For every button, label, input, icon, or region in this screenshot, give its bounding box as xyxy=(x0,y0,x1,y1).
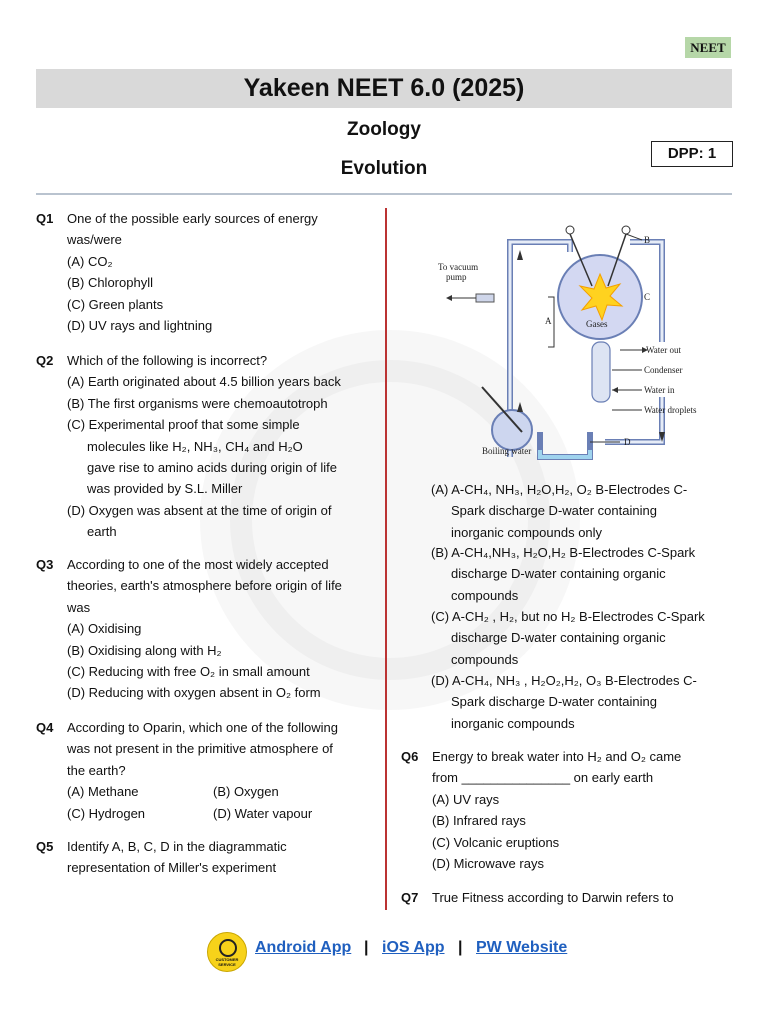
option: (C) Hydrogen xyxy=(67,806,146,821)
footer-separator: | xyxy=(364,939,369,956)
option: (B) Oxygen xyxy=(213,784,279,799)
option: (D) UV rays and lightning xyxy=(67,318,213,334)
option: (C) Reducing with free O₂ in small amount xyxy=(67,664,310,680)
question-number: Q3 xyxy=(36,557,54,572)
question-number: Q7 xyxy=(401,890,419,905)
option: (B) Chlorophyll xyxy=(67,275,153,291)
label-vacuum: To vacuum xyxy=(438,262,479,272)
question-q5: Identify A, B, C, D in the diagrammatic representation of Miller's experiment xyxy=(67,839,287,876)
label-pump: pump xyxy=(446,272,467,282)
q5-option-b: (B) A-CH₄,NH₃, H₂O,H₂ B-Electrodes C-Spark discharge D-water containing organic compounds xyxy=(431,545,696,603)
option: (A) Earth originated about 4.5 billion years back xyxy=(67,374,341,390)
label-gases: Gases xyxy=(586,319,608,329)
boiling-flask xyxy=(492,410,532,450)
customer-service-icon: CUSTOMER SERVICE xyxy=(207,932,247,972)
label-water-droplets: Water droplets xyxy=(644,405,697,415)
question-q2: Which of the following is incorrect? (A) Earth originated about 4.5 billion years back (B) The first organisms were chemoautotroph (C) Experimental proof that some simple molecules like H₂, NH₃, CH₄ and H₂O gave rise to amino acids during origin of life was provided by S.L. Miller (D) Oxygen was absent at the time of origin of earth xyxy=(67,350,377,543)
q5-option-a: (A) A-CH₄, NH₃, H₂O,H₂, O₂ B-Electrodes C- Spark discharge D-water containing inorganic compounds only xyxy=(431,482,688,540)
label-b: B xyxy=(644,235,651,245)
footer xyxy=(0,932,768,968)
option: (D) Oxygen was absent at the time of origin of xyxy=(67,502,332,518)
option: (C) Volcanic eruptions xyxy=(432,834,560,850)
option: (C) Experimental proof that some simple xyxy=(67,417,300,433)
question-q7: True Fitness according to Darwin refers to xyxy=(432,890,674,905)
option: (B) Oxidising along with H₂ xyxy=(67,642,222,658)
page-title: Yakeen NEET 6.0 (2025) xyxy=(36,69,732,108)
option: (D) Reducing with oxygen absent in O₂ form xyxy=(67,685,321,701)
footer-separator: | xyxy=(458,939,463,956)
option: (A) Oxidising xyxy=(67,621,142,637)
pw-website-link[interactable]: PW Website xyxy=(476,939,568,956)
q5-option-d: (D) A-CH₄, NH₃ , H₂O₂,H₂, O₃ B-Electrodes C- Spark discharge D-water containing inorganic compounds xyxy=(431,673,697,731)
ios-app-link[interactable]: iOS App xyxy=(382,939,445,956)
question-number: Q6 xyxy=(401,749,419,764)
label-d: D xyxy=(624,437,631,447)
option: (D) Water vapour xyxy=(213,806,313,821)
exam-badge: NEET xyxy=(685,37,731,58)
option: (B) Infrared rays xyxy=(432,813,526,829)
question-number: Q5 xyxy=(36,839,54,854)
option: (D) Microwave rays xyxy=(432,856,544,872)
question-number: Q4 xyxy=(36,720,54,735)
question-q3: According to one of the most widely accepted theories, earth's atmosphere before origin of life was (A) Oxidising (B) Oxidising along with H₂ (C) Reducing with free O₂ in small amount (D) Reducing with oxygen absent in O₂ form xyxy=(67,554,377,704)
question-number: Q2 xyxy=(36,353,54,368)
option: (A) CO₂ xyxy=(67,253,113,269)
header-divider xyxy=(36,193,732,195)
option: (A) UV rays xyxy=(432,791,500,807)
q5-option-c: (C) A-CH₂ , H₂, but no H₂ B-Electrodes C-Spark discharge D-water containing organic compounds xyxy=(431,609,705,667)
option: (A) Methane xyxy=(67,784,139,799)
label-water-out: Water out xyxy=(646,345,682,355)
question-number: Q1 xyxy=(36,211,54,226)
label-water-in: Water in xyxy=(644,385,675,395)
question-q6: Energy to break water into H₂ and O₂ came from _______________ on early earth (A) UV rays (B) Infrared rays (C) Volcanic eruptions (D) Microwave rays xyxy=(432,746,732,874)
option: (B) The first organisms were chemoautotroph xyxy=(67,395,328,411)
question-q1: One of the possible early sources of energy was/were (A) CO₂ (B) Chlorophyll (C) Green plants (D) UV rays and lightning xyxy=(67,208,367,336)
android-app-link[interactable]: Android App xyxy=(255,939,352,956)
label-a: A xyxy=(545,316,552,326)
label-c: C xyxy=(644,292,651,302)
question-q4: According to Oparin, which one of the following was not present in the primitive atmosphere of the earth? xyxy=(67,720,338,778)
chapter-heading: Evolution xyxy=(340,158,428,179)
option: (C) Green plants xyxy=(67,296,164,312)
subject-heading: Zoology xyxy=(347,119,421,140)
dpp-box: DPP: 1 xyxy=(651,141,733,167)
label-condenser: Condenser xyxy=(644,365,683,375)
miller-experiment-diagram xyxy=(430,212,730,467)
label-boiling-water: Boiling water xyxy=(482,446,532,456)
column-divider xyxy=(385,208,387,910)
